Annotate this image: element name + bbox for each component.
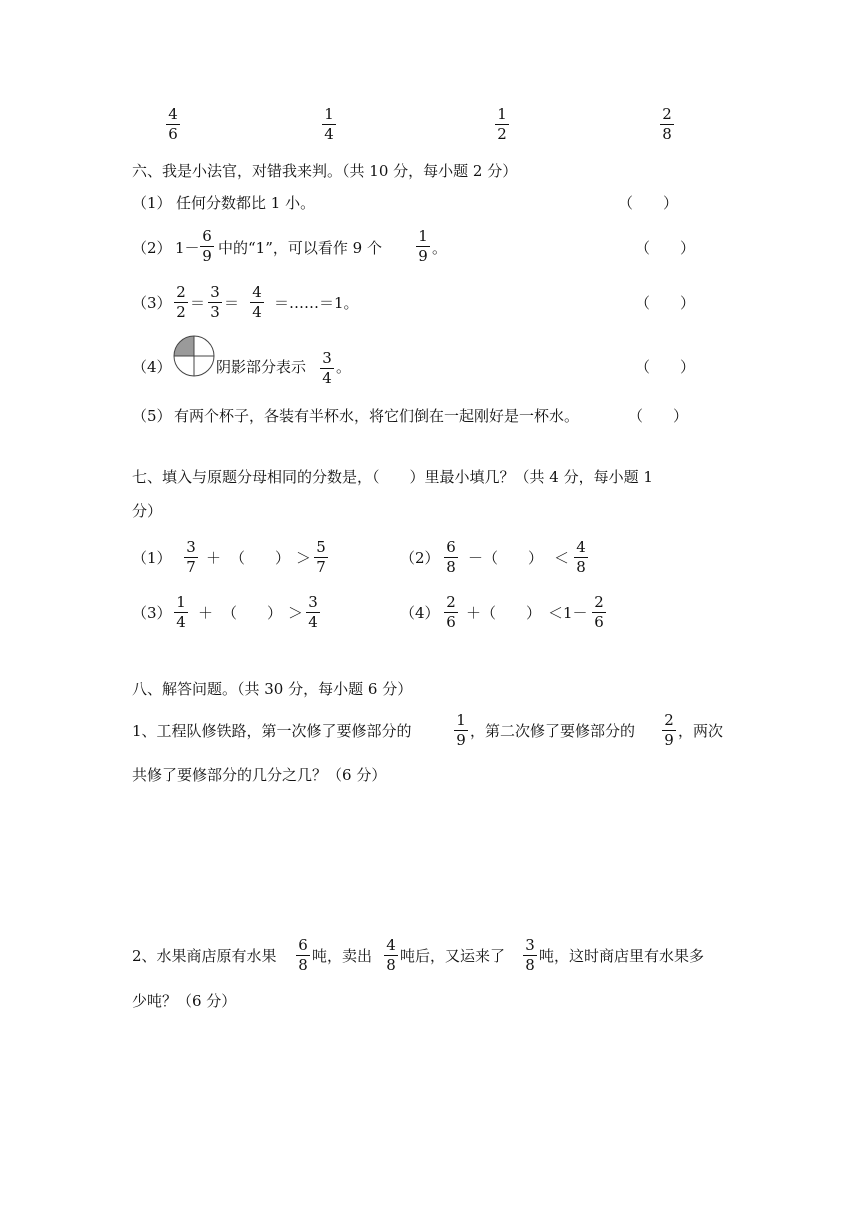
comparison: ＜ [554,549,570,567]
question-text: 任何分数都比 1 小。 [176,194,316,212]
question-text: ＝……＝1。 [274,294,359,312]
comparison: ＜1－ [548,604,588,622]
comparison: ＞ [288,604,304,622]
comparison: ＞ [296,549,312,567]
question-label: （5） [132,407,172,425]
section-7-heading: 七、填入与原题分母相同的分数是，（ ）里最小填几？（共 4 分，每小题 1 [132,468,653,486]
operator: ＋（ [466,604,497,622]
fraction: $\frac{3}{7}$ [184,539,198,576]
section-7-heading-continued: 分） [132,502,163,520]
question-text: 中的“1”，可以看作 9 个 [218,239,382,257]
question-text: 阴影部分表示 [216,358,307,376]
fraction: $\frac{2}{2}$ [174,284,188,321]
question-label: （3） [132,294,172,312]
fraction: $\frac{3}{3}$ [208,284,222,321]
answer-paren[interactable]: （ ） [628,407,689,425]
fraction: $\frac{1}{9}$ [416,228,430,265]
answer-paren[interactable]: ） [496,604,542,622]
operator: ＋ [198,604,214,622]
fraction: $\frac{5}{7}$ [314,539,328,576]
fraction: $\frac{3}{4}$ [306,594,320,631]
answer-paren[interactable]: （ ） [635,239,696,257]
operator: ＋ [206,549,222,567]
problem-text: ，第二次修了要修部分的 [470,722,636,740]
problem-text: 共修了要修部分的几分之几？（6 分） [132,766,387,784]
answer-paren[interactable]: （ ） [635,358,696,376]
section-6-heading: 六、我是小法官，对错我来判。（共 10 分，每小题 2 分） [132,162,518,180]
fraction: $\frac{2}{6}$ [444,594,458,631]
problem-text: 少吨？（6 分） [132,992,237,1010]
problem-text: ，两次 [678,722,724,740]
answer-paren[interactable]: （ ） [222,604,283,622]
question-label: （4） [132,358,172,376]
fraction: $\frac{2}{9}$ [662,712,676,749]
question-label: （2） [132,239,172,257]
fraction: $\frac{3}{8}$ [523,937,537,974]
quartered-circle-diagram [173,335,215,377]
fraction: $\frac{2}{8}$ [660,106,674,143]
fraction: $\frac{6}{8}$ [296,937,310,974]
fraction: $\frac{1}{4}$ [322,106,336,143]
fraction: $\frac{4}{8}$ [574,539,588,576]
question-label: （2） [400,549,440,567]
problem-text: 1、工程队修铁路，第一次修了要修部分的 [132,722,412,740]
fraction: $\frac{1}{9}$ [454,712,468,749]
section-8-heading: 八、解答问题。（共 30 分，每小题 6 分） [132,680,413,698]
answer-paren[interactable]: （ ） [230,549,291,567]
fraction: $\frac{3}{4}$ [320,350,334,387]
problem-text: 吨后，又运来了 [400,947,506,965]
fraction: $\frac{6}{9}$ [200,228,214,265]
fraction: $\frac{6}{8}$ [444,539,458,576]
fraction: $\frac{4}{8}$ [384,937,398,974]
question-text: 有两个杯子，各装有半杯水，将它们倒在一起刚好是一杯水。 [174,407,580,425]
question-text: 。 [336,358,352,376]
fraction: $\frac{1}{4}$ [174,594,188,631]
question-label: （1） [132,194,172,212]
fraction: $\frac{1}{2}$ [495,106,509,143]
question-label: （3） [132,604,172,622]
question-label: （4） [400,604,440,622]
operator: －（ [468,549,499,567]
question-text: 1－ [175,239,200,257]
answer-paren[interactable]: ） [498,549,544,567]
question-label: （1） [132,549,172,567]
answer-paren[interactable]: （ ） [635,294,696,312]
question-text: 。 [432,239,448,257]
fraction: $\frac{4}{4}$ [250,284,264,321]
fraction: $\frac{4}{6}$ [166,106,180,143]
equals-sign: ＝ [224,294,240,312]
fraction: $\frac{2}{6}$ [592,594,606,631]
problem-text: 吨，卖出 [312,947,373,965]
problem-text: 2、水果商店原有水果 [132,947,277,965]
answer-paren[interactable]: （ ） [618,194,679,212]
equals-sign: ＝ [190,294,206,312]
problem-text: 吨，这时商店里有水果多 [539,947,705,965]
